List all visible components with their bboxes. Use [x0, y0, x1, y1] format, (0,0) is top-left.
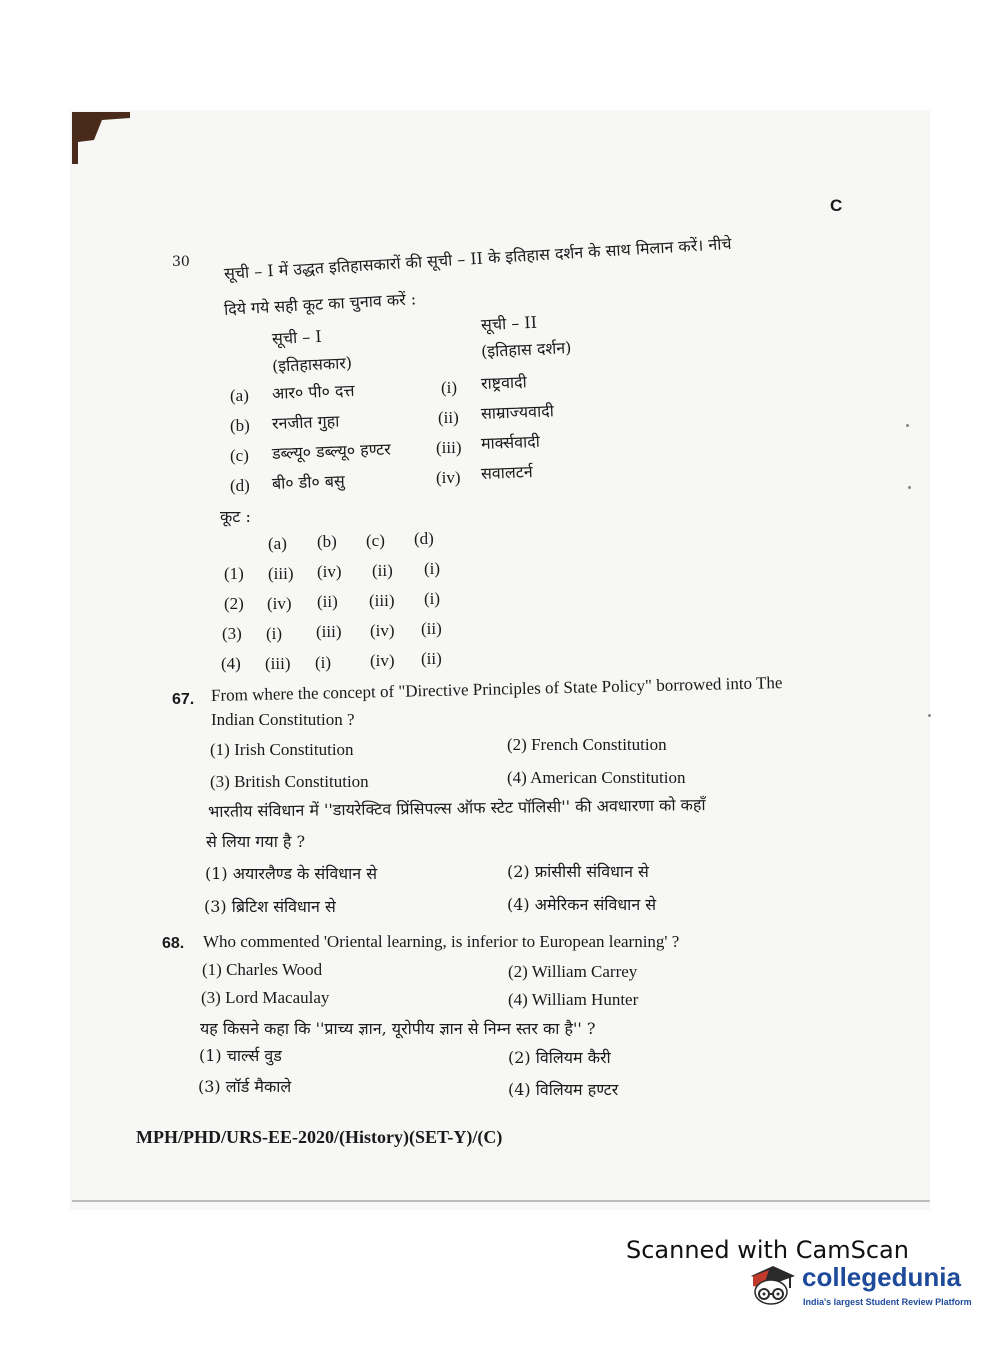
q68-option-hi: (3) लॉर्ड मैकाले — [198, 1077, 292, 1096]
list1-item: रनजीत गुहा — [271, 411, 340, 433]
list1-subheading: (इतिहासकार) — [271, 353, 353, 376]
q68-option-hi: (1) चार्ल्स वुड — [199, 1046, 282, 1065]
code-cell: (ii) — [317, 592, 338, 611]
list2-item: मार्क्सवादी — [480, 431, 541, 453]
code-option: (2) — [224, 594, 244, 613]
code-cell: (iii) — [369, 591, 395, 610]
list1-key: (b) — [230, 416, 250, 435]
q68-question-hi: यह किसने कहा कि ''प्राच्य ज्ञान, यूरोपीय ज्ञान से निम्न स्तर का है'' ? — [200, 1019, 596, 1038]
q66-instruction-line2: दिये गये सही कूट का चुनाव करें : — [223, 289, 417, 319]
q68-option-en: (2) William Carrey — [508, 962, 638, 981]
list1-item: डब्ल्यू० डब्ल्यू० हण्टर — [271, 439, 392, 463]
code-cell: (ii) — [421, 619, 442, 638]
collegedunia-tagline: India's largest Student Review Platform — [803, 1297, 972, 1307]
q67-option-hi: (4) अमेरिकन संविधान से — [507, 895, 657, 914]
q67-option-en: (4) American Constitution — [507, 768, 686, 787]
footer-paper-code: MPH/PHD/URS-EE-2020/(History)(SET-Y)/(C) — [136, 1127, 503, 1147]
code-cell: (iv) — [317, 562, 342, 581]
q67-option-hi: (3) ब्रिटिश संविधान से — [204, 897, 336, 916]
code-option: (1) — [224, 564, 244, 583]
q67-question-hi-line1: भारतीय संविधान में ''डायरेक्टिव प्रिंसिपल्स ऑफ स्टेट पॉलिसी'' की अवधारणा को कहाँ — [207, 795, 706, 821]
q67-question-en-line2: Indian Constitution ? — [211, 710, 355, 729]
list1-item: आर० पी० दत्त — [271, 380, 355, 403]
list1-heading: सूची – I — [271, 326, 323, 349]
collegedunia-mascot-icon — [745, 1260, 797, 1310]
list1-key: (c) — [230, 446, 249, 465]
code-header: (a) — [268, 534, 287, 553]
code-cell: (i) — [266, 624, 283, 643]
speck — [908, 486, 911, 489]
q67-number: 67. — [172, 691, 195, 708]
collegedunia-logo-text: collegedunia — [802, 1262, 961, 1292]
list1-key: (d) — [230, 476, 250, 495]
code-cell: (iv) — [267, 594, 292, 613]
q68-number: 68. — [162, 935, 185, 952]
q67-option-en: (1) Irish Constitution — [210, 740, 354, 759]
code-cell: (iii) — [316, 622, 342, 641]
code-cell: (iv) — [370, 621, 395, 640]
q67-option-hi: (1) अयारलैण्ड के संविधान से — [205, 864, 378, 883]
q68-option-en: (4) William Hunter — [508, 990, 639, 1009]
q68-option-en: (1) Charles Wood — [202, 960, 323, 979]
code-cell: (iv) — [370, 651, 395, 670]
page-number: 30 — [172, 254, 190, 270]
q68-option-hi: (2) विलियम कैरी — [508, 1048, 611, 1067]
list2-subheading: (इतिहास दर्शन) — [480, 337, 572, 362]
q67-question-en-line1: From where the concept of "Directive Principles of State Policy" borrowed into The — [210, 673, 783, 705]
code-cell: (i) — [424, 559, 441, 578]
code-option: (3) — [222, 624, 242, 643]
list2-item: सवालटर्न — [480, 462, 534, 483]
set-letter: C — [830, 196, 843, 215]
code-header: (c) — [366, 531, 385, 550]
q67-option-en: (3) British Constitution — [210, 772, 369, 791]
code-label: कूट : — [220, 507, 251, 526]
camscanner-watermark: Scanned with CamScan — [626, 1236, 909, 1264]
q68-option-en: (3) Lord Macaulay — [201, 988, 330, 1007]
code-header: (b) — [317, 532, 337, 551]
bottom-divider — [72, 1200, 930, 1202]
code-cell: (ii) — [421, 649, 442, 668]
code-cell: (i) — [424, 589, 441, 608]
q68-option-hi: (4) विलियम हण्टर — [508, 1080, 619, 1099]
list2-key: (i) — [441, 378, 458, 397]
code-cell: (ii) — [372, 561, 393, 580]
q67-question-hi-line2: से लिया गया है ? — [206, 832, 306, 851]
q68-question-en: Who commented 'Oriental learning, is inferior to European learning' ? — [203, 932, 680, 951]
code-cell: (iii) — [268, 564, 294, 583]
list1-item: बी० डी० बसु — [271, 471, 346, 493]
q67-option-en: (2) French Constitution — [507, 735, 667, 754]
list2-key: (iv) — [436, 468, 461, 487]
list2-heading: सूची – II — [480, 312, 538, 335]
q67-option-hi: (2) फ्रांसीसी संविधान से — [507, 862, 649, 881]
speck — [928, 714, 931, 717]
list2-item: साम्राज्यवादी — [480, 401, 555, 423]
binding-corner-mark — [72, 112, 130, 164]
code-header: (d) — [414, 529, 434, 548]
q66-instruction-line1: सूची – I में उद्धत इतिहासकारों की सूची – II के इतिहास दर्शन के साथ मिलान करें। नीचे — [223, 233, 732, 283]
speck — [906, 424, 909, 427]
list2-key: (ii) — [438, 408, 459, 427]
code-cell: (iii) — [265, 654, 291, 673]
list2-key: (iii) — [436, 438, 462, 457]
code-option: (4) — [221, 654, 241, 673]
list2-item: राष्ट्रवादी — [480, 372, 528, 393]
code-cell: (i) — [315, 653, 332, 672]
list1-key: (a) — [230, 386, 249, 405]
